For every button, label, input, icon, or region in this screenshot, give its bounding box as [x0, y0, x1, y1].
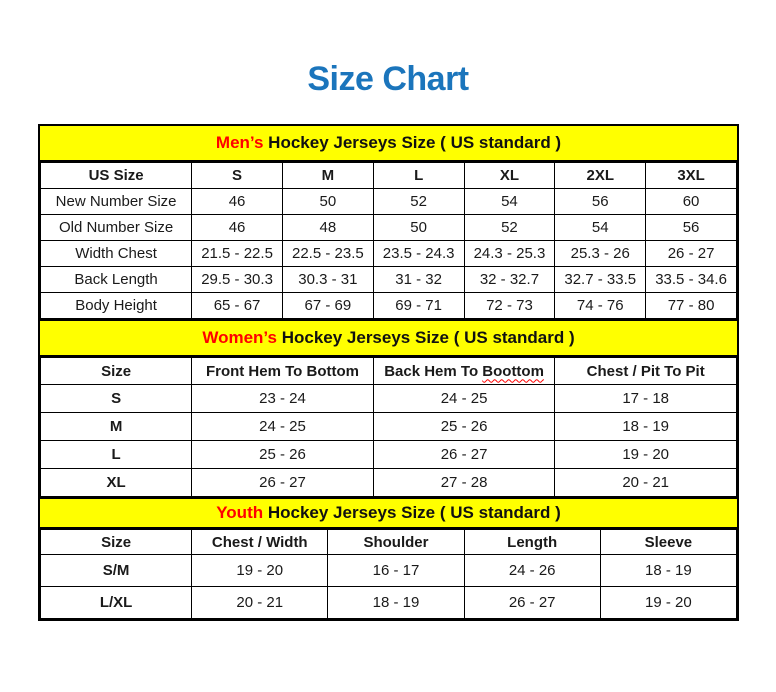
misspelled-word: Boottom: [482, 362, 544, 380]
value-cell: 74 - 76: [555, 293, 646, 319]
column-header: US Size: [41, 163, 192, 189]
value-cell: 24 - 25: [192, 413, 374, 441]
value-cell: 27 - 28: [373, 469, 555, 497]
youth-data-row: [41, 555, 737, 587]
mens-data-row: [41, 215, 737, 241]
row-label: M: [41, 413, 192, 441]
value-cell: 18 - 19: [328, 587, 464, 619]
mens-data-row: [41, 267, 737, 293]
value-cell: 20 - 21: [555, 469, 737, 497]
row-label: Old Number Size: [41, 215, 192, 241]
value-cell: 29.5 - 30.3: [192, 267, 283, 293]
value-cell: 54: [464, 189, 555, 215]
mens-table: [40, 162, 737, 319]
value-cell: 65 - 67: [192, 293, 283, 319]
value-cell: 16 - 17: [328, 555, 464, 587]
column-header: XL: [464, 163, 555, 189]
row-label: S: [41, 385, 192, 413]
youth-section-header: [40, 497, 737, 529]
value-cell: 18 - 19: [555, 413, 737, 441]
value-cell: 60: [646, 189, 737, 215]
row-label: XL: [41, 469, 192, 497]
value-cell: 32 - 32.7: [464, 267, 555, 293]
mens-data-row: [41, 241, 737, 267]
value-cell: 19 - 20: [555, 441, 737, 469]
column-header: Length: [464, 530, 600, 555]
value-cell: 30.3 - 31: [282, 267, 373, 293]
value-cell: 20 - 21: [192, 587, 328, 619]
size-chart: [38, 124, 739, 621]
column-header: Sleeve: [600, 530, 736, 555]
youth-table: [40, 529, 737, 619]
womens-section: [40, 319, 737, 497]
value-cell: 21.5 - 22.5: [192, 241, 283, 267]
value-cell: 17 - 18: [555, 385, 737, 413]
value-cell: 25.3 - 26: [555, 241, 646, 267]
womens-table: [40, 357, 737, 497]
value-cell: 19 - 20: [192, 555, 328, 587]
value-cell: 50: [282, 189, 373, 215]
column-header: L: [373, 163, 464, 189]
value-cell: 32.7 - 33.5: [555, 267, 646, 293]
womens-section-highlight: Women’s: [202, 328, 277, 347]
youth-data-row: [41, 587, 737, 619]
value-cell: 26 - 27: [646, 241, 737, 267]
womens-data-row: [41, 469, 737, 497]
value-cell: 31 - 32: [373, 267, 464, 293]
youth-header-row: [41, 530, 737, 555]
value-cell: 23 - 24: [192, 385, 374, 413]
column-header: S: [192, 163, 283, 189]
value-cell: 33.5 - 34.6: [646, 267, 737, 293]
youth-section-header-text: Hockey Jerseys Size ( US standard ): [263, 503, 561, 522]
value-cell: 52: [464, 215, 555, 241]
value-cell: 26 - 27: [192, 469, 374, 497]
womens-section-header: [40, 319, 737, 357]
row-label: Width Chest: [41, 241, 192, 267]
row-label: L/XL: [41, 587, 192, 619]
column-header: 2XL: [555, 163, 646, 189]
mens-section-header-text: Hockey Jerseys Size ( US standard ): [263, 133, 562, 152]
mens-section-highlight: Men’s: [215, 133, 264, 152]
value-cell: 72 - 73: [464, 293, 555, 319]
value-cell: 19 - 20: [600, 587, 736, 619]
row-label: S/M: [41, 555, 192, 587]
womens-data-row: [41, 413, 737, 441]
page-title: Size Chart: [307, 60, 469, 98]
value-cell: 67 - 69: [282, 293, 373, 319]
mens-data-row: [41, 189, 737, 215]
mens-header-row: [41, 163, 737, 189]
column-header: Size: [41, 530, 192, 555]
value-cell: 24.3 - 25.3: [464, 241, 555, 267]
value-cell: 50: [373, 215, 464, 241]
value-cell: 46: [192, 189, 283, 215]
column-header: 3XL: [646, 163, 737, 189]
row-label: Back Length: [41, 267, 192, 293]
value-cell: 23.5 - 24.3: [373, 241, 464, 267]
column-header: Shoulder: [328, 530, 464, 555]
value-cell: 18 - 19: [600, 555, 736, 587]
value-cell: 25 - 26: [373, 413, 555, 441]
youth-section-highlight: Youth: [216, 503, 264, 522]
value-cell: 24 - 26: [464, 555, 600, 587]
womens-header-row: [41, 358, 737, 385]
value-cell: 56: [646, 215, 737, 241]
value-cell: 54: [555, 215, 646, 241]
womens-data-row: [41, 441, 737, 469]
column-header: Front Hem To Bottom: [192, 358, 374, 385]
youth-section: [40, 497, 737, 619]
mens-section-header: [40, 126, 737, 162]
value-cell: 56: [555, 189, 646, 215]
mens-data-row: [41, 293, 737, 319]
value-cell: 52: [373, 189, 464, 215]
value-cell: 46: [192, 215, 283, 241]
value-cell: 25 - 26: [192, 441, 374, 469]
column-header: Chest / Width: [192, 530, 328, 555]
value-cell: 48: [282, 215, 373, 241]
value-cell: 69 - 71: [373, 293, 464, 319]
column-header: M: [282, 163, 373, 189]
row-label: New Number Size: [41, 189, 192, 215]
column-header: Chest / Pit To Pit: [555, 358, 737, 385]
mens-section: [40, 126, 737, 319]
womens-section-header-text: Hockey Jerseys Size ( US standard ): [276, 328, 575, 347]
value-cell: 77 - 80: [646, 293, 737, 319]
value-cell: 26 - 27: [373, 441, 555, 469]
value-cell: 22.5 - 23.5: [282, 241, 373, 267]
row-label: L: [41, 441, 192, 469]
value-cell: 26 - 27: [464, 587, 600, 619]
row-label: Body Height: [41, 293, 192, 319]
column-header: Size: [41, 358, 192, 385]
column-header: Back Hem To Boottom: [373, 358, 555, 385]
womens-data-row: [41, 385, 737, 413]
value-cell: 24 - 25: [373, 385, 555, 413]
